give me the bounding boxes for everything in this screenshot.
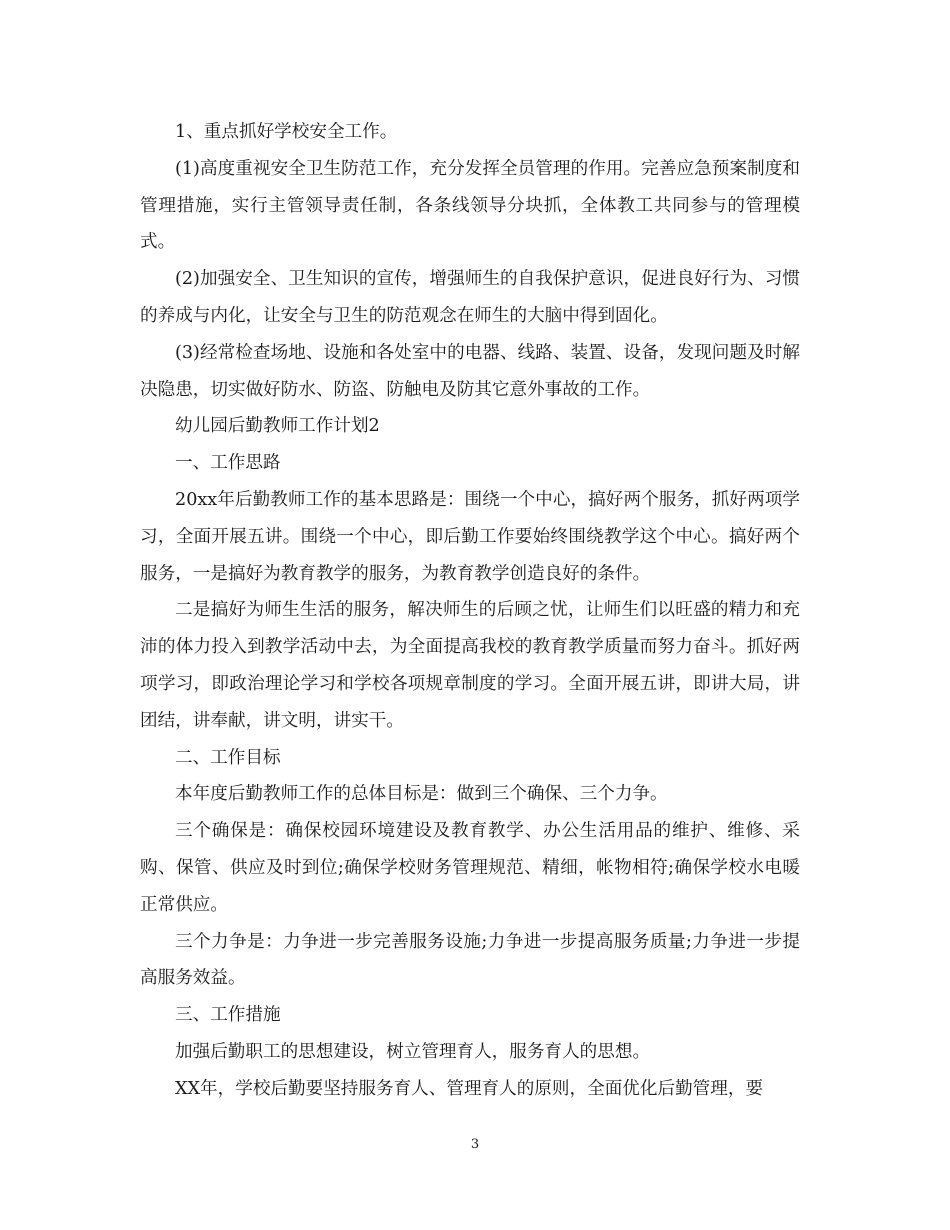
paragraph-measures-1: 加强后勤职工的思想建设，树立管理育人，服务育人的思想。 <box>175 1041 651 1062</box>
paragraph-safety-heading: 1、重点抓好学校安全工作。 <box>175 122 398 142</box>
paragraph-safety-item-3: (3)经常检查场地、设施和各处室中的电器、线路、装置、设备，发现问题及时解决隐患，切实做好防水、防盗、防触电及防其它意外事故的工作。 <box>140 342 800 400</box>
paragraph-three-strives: 三个力争是：力争进一步完善服务设施;力争进一步提高服务质量;力争进一步提高服务效益。 <box>140 931 800 989</box>
heading-work-goals: 二、工作目标 <box>175 747 281 768</box>
page-number: 3 <box>470 1137 480 1152</box>
section-title-plan-2: 幼儿园后勤教师工作计划2 <box>175 416 380 437</box>
paragraph-measures-2: XX年，学校后勤要坚持服务育人、管理育人的原则，全面优化后勤管理，要 <box>175 1078 764 1099</box>
paragraph-approach-2: 二是搞好为师生生活的服务，解决师生的后顾之忧，让师生们以旺盛的精力和充沛的体力投入到教学活动中去，为全面提高我校的教育教学质量而努力奋斗。抓好两项学习，即政治理论学习和学校各项规章制度的学习。全面开展五讲，即讲大局，讲团结，讲奉献，讲文明，讲实干。 <box>140 600 800 731</box>
paragraph-safety-item-1: (1)高度重视安全卫生防范工作，充分发挥全员管理的作用。完善应急预案制度和管理措施，实行主管领导责任制，各条线领导分块抓，全体教工共同参与的管理模式。 <box>140 158 800 253</box>
paragraph-three-ensures: 三个确保是：确保校园环境建设及教育教学、办公生活用品的维护、维修、采购、保管、供应及时到位;确保学校财务管理规范、精细，帐物相符;确保学校水电暖正常供应。 <box>140 821 800 915</box>
heading-work-measures: 三、工作措施 <box>175 1005 281 1026</box>
paragraph-goals-overall: 本年度后勤教师工作的总体目标是：做到三个确保、三个力争。 <box>175 784 668 805</box>
paragraph-safety-item-2: (2)加强安全、卫生知识的宣传，增强师生的自我保护意识，促进良好行为、习惯的养成与内化，让安全与卫生的防范观念在师生的大脑中得到固化。 <box>140 269 800 326</box>
paragraph-approach-1: 20xx年后勤教师工作的基本思路是：围绕一个中心，搞好两个服务，抓好两项学习，全面开展五讲。围绕一个中心，即后勤工作要始终围绕教学这个中心。搞好两个服务，一是搞好为教育教学的服务，为教育教学创造良好的条件。 <box>140 489 800 584</box>
document-body <box>140 114 800 1108</box>
heading-work-approach: 一、工作思路 <box>175 453 281 474</box>
